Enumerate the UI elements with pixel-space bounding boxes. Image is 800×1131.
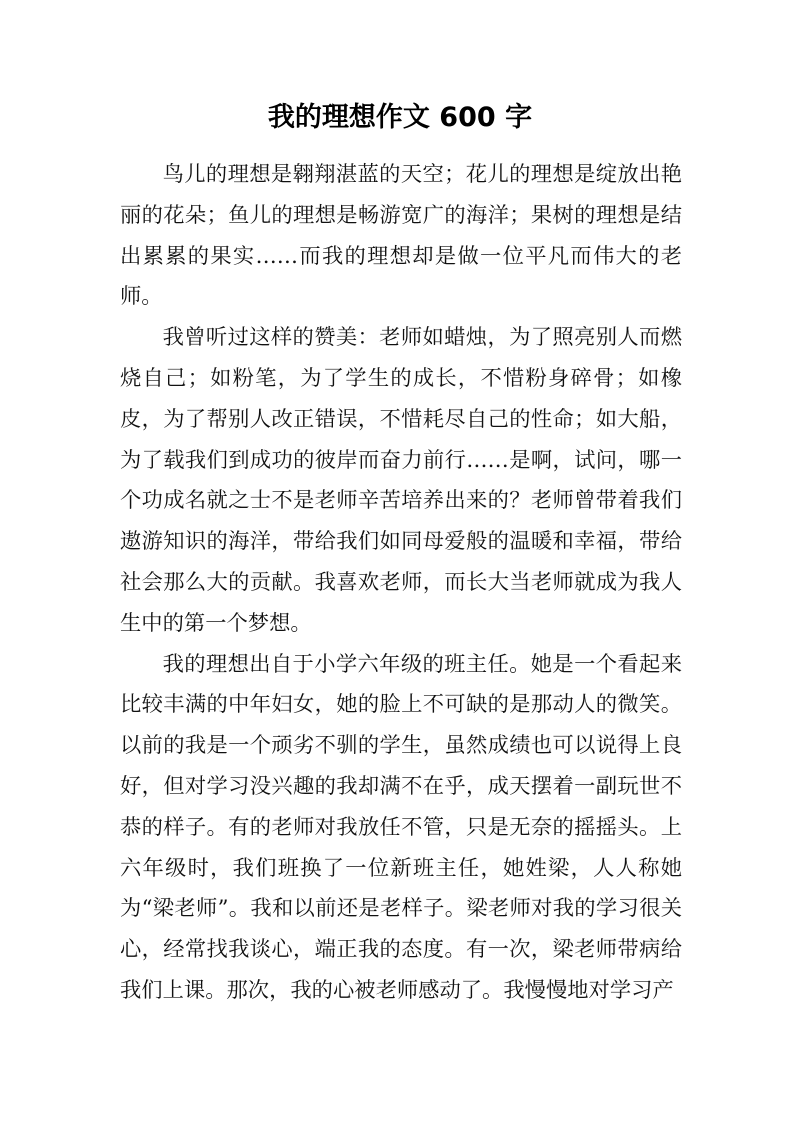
paragraph-1: 鸟儿的理想是翱翔湛蓝的天空；花儿的理想是绽放出艳丽的花朵；鱼儿的理想是畅游宽广的海洋；果树的理想是结出累累的果实……而我的理想却是做一位平凡而伟大的老师。: [120, 162, 682, 310]
document-body: [120, 155, 682, 1012]
document-title: 我的理想作文 600 字: [267, 102, 533, 133]
paragraph-2: 我曾听过这样的赞美：老师如蜡烛，为了照亮别人而燃烧自己；如粉笔，为了学生的成长，不惜粉身碎骨；如橡皮，为了帮别人改正错误，不惜耗尽自己的性命；如大船，为了载我们到成功的彼岸而奋力前行……是啊，试问，哪一个功成名就之士不是老师辛苦培养出来的？老师曾带着我们遨游知识的海洋，带给我们如同母爱般的温暖和幸福，带给社会那么大的贡献。我喜欢老师，而长大当老师就成为我人生中的第一个梦想。: [120, 325, 682, 636]
paragraph-3: 我的理想出自于小学六年级的班主任。她是一个看起来比较丰满的中年妇女，她的脸上不可缺的是那动人的微笑。以前的我是一个顽劣不驯的学生，虽然成绩也可以说得上良好，但对学习没兴趣的我却满不在乎，成天摆着一副玩世不恭的样子。有的老师对我放任不管，只是无奈的摇摇头。上六年级时，我们班换了一位新班主任，她姓梁，人人称她为“梁老师”。我和以前还是老样子。梁老师对我的学习很关心，经常找我谈心，端正我的态度。有一次，梁老师带病给我们上课。那次，我的心被老师感动了。我慢慢地对学习产: [120, 651, 682, 1003]
